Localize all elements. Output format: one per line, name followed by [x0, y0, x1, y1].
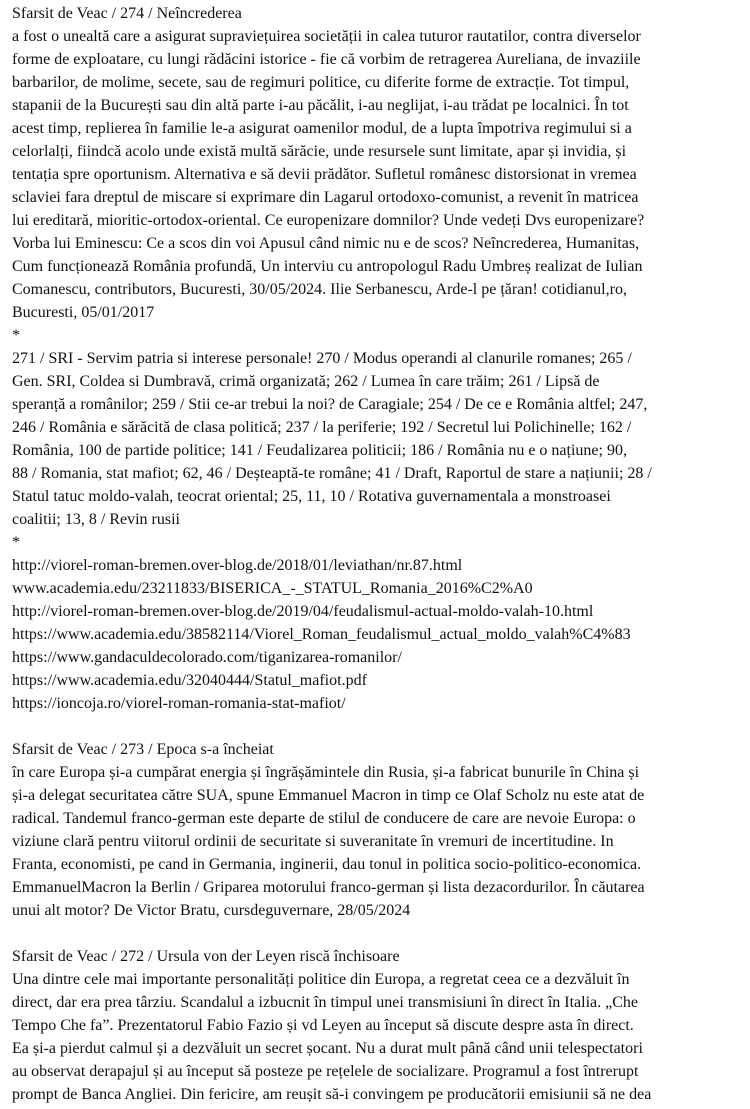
section-gap	[12, 922, 740, 945]
body-line: EmmanuelMacron la Berlin / Griparea motorului franco-german și lista dezacordurilor. În căutarea	[12, 879, 645, 896]
body-line: Bucuresti, 05/01/2017	[12, 304, 155, 321]
document	[12, 2, 740, 1106]
separator-asterisk: *	[12, 327, 20, 344]
index-line: speranță a românilor; 259 / Stii ce-ar trebui la noi? de Caragiale; 254 / De ce e România altfel; 247,	[12, 396, 648, 413]
section-gap	[12, 715, 740, 738]
index-line: 271 / SRI - Servim patria si interese personale! 270 / Modus operandi al clanurile romanes; 265 /	[12, 350, 632, 367]
separator-asterisk: *	[12, 534, 20, 551]
body-line: Vorba lui Eminescu: Ce a scos din voi Apusul când nimic nu e de scos? Neîncrederea, Humanitas,	[12, 235, 640, 252]
reference-url[interactable]: https://www.academia.edu/38582114/Viorel_Roman_feudalismul_actual_moldo_valah%C4%83	[12, 626, 631, 643]
body-line: Cum funcționează România profundă, Un interviu cu antropologul Radu Umbreș realizat de Iulian	[12, 258, 643, 275]
index-line: coalitii; 13, 8 / Revin rusii	[12, 511, 180, 528]
body-line: viziune clară pentru viitorul ordinii de securitate si suveranitate în vremuri de incertitudine. In	[12, 833, 614, 850]
reference-url[interactable]: https://ioncoja.ro/viorel-roman-romania-stat-mafiot/	[12, 695, 346, 712]
body-line: și-a delegat securitatea către SUA, spune Emmanuel Macron in timp ce Olaf Scholz nu este atat de	[12, 787, 645, 804]
article-274	[12, 2, 740, 715]
reference-url[interactable]: https://www.gandaculdecolorado.com/tiganizarea-romanilor/	[12, 649, 402, 666]
reference-url[interactable]: www.academia.edu/23211833/BISERICA_-_STATUL_Romania_2016%C2%A0	[12, 580, 533, 597]
reference-url[interactable]: http://viorel-roman-bremen.over-blog.de/2018/01/leviathan/nr.87.html	[12, 557, 463, 574]
article-heading: Sfarsit de Veac / 272 / Ursula von der Leyen riscă închisoare	[12, 948, 400, 965]
body-line: în care Europa și-a cumpărat energia și îngrășămintele din Rusia, și-a fabricat bunurile în China și	[12, 764, 640, 781]
article-heading: Sfarsit de Veac / 274 / Neîncrederea	[12, 5, 242, 22]
index-line: Gen. SRI, Coldea si Dumbravă, crimă organizată; 262 / Lumea în care trăim; 261 / Lipsă de	[12, 373, 600, 390]
article-body	[12, 25, 740, 324]
body-line: unui alt motor? De Victor Bratu, cursdeguvernare, 28/05/2024	[12, 902, 411, 919]
body-line: barbarilor, de molime, secete, sau de regimuri politice, cu diferite forme de extracție. Tot timpul,	[12, 74, 630, 91]
body-line: a fost o unealtă care a asigurat supraviețuirea societății in calea tuturor rautatilor, contra diverselor	[12, 28, 641, 45]
article-body	[12, 968, 740, 1106]
body-line: lui ereditară, mioritic-ortodox-oriental. Ce europenizare domnilor? Unde vedeți Dvs europenizare?	[12, 212, 645, 229]
index-line: 246 / România e sărăcită de clasa politică; 237 / la periferie; 192 / Secretul lui Polichinelle; 162 /	[12, 419, 632, 436]
body-line: Franta, economisti, pe cand in Germania, inginerii, dau tonul in politica socio-politico-economica.	[12, 856, 642, 873]
article-273	[12, 738, 740, 922]
index-line: 88 / Romania, stat mafiot; 62, 46 / Deșteaptă-te române; 41 / Draft, Raportul de stare a națiunii; 28 /	[12, 465, 652, 482]
body-line: direct, dar era prea târziu. Scandalul a izbucnit în timpul unei transmisiuni în direct în Italia. „Che	[12, 994, 639, 1011]
reference-url[interactable]: https://www.academia.edu/32040444/Statul_mafiot.pdf	[12, 672, 367, 689]
body-line: celorlalți, fiindcă acolo unde există multă sărăcie, unde resursele sunt limitate, apar și invidia, și	[12, 143, 627, 160]
body-line: Ea și-a pierdut calmul și a dezvăluit un secret șocant. Nu a durat mult până când unii telespectatori	[12, 1040, 643, 1057]
article-heading: Sfarsit de Veac / 273 / Epoca s-a încheiat	[12, 741, 274, 758]
body-line: Una dintre cele mai importante personalități politice din Europa, a regretat ceea ce a dezvăluit în	[12, 971, 630, 988]
body-line: acest timp, replierea în familie le-a asigurat oamenilor modul, de a lupta împotriva regimului si a	[12, 120, 632, 137]
related-index	[12, 347, 740, 531]
index-line: Statul tatuc moldo-valah, teocrat oriental; 25, 11, 10 / Rotativa guvernamentala a monstroasei	[12, 488, 611, 505]
body-line: tentația spre oportunism. Alternativa e să devii prădător. Sufletul românesc distorsionat in vremea	[12, 166, 637, 183]
body-line: sclaviei fara dreptul de miscare si exprimare din Lagarul ortodoxo-comunist, a revenit în matricea	[12, 189, 639, 206]
reference-url[interactable]: http://viorel-roman-bremen.over-blog.de/2019/04/feudalismul-actual-moldo-valah-10.html	[12, 603, 594, 620]
body-line: radical. Tandemul franco-german este departe de stilul de conducere de care are nevoie Europa: o	[12, 810, 636, 827]
article-body	[12, 761, 740, 922]
body-line: Comanescu, contributors, Bucuresti, 30/05/2024. Ilie Serbanescu, Arde-l pe țăran! cotidianul,ro,	[12, 281, 627, 298]
article-272	[12, 945, 740, 1106]
reference-links	[12, 554, 740, 715]
body-line: au observat derapajul și au început să posteze pe rețelele de socializare. Programul a fost întrerupt	[12, 1063, 639, 1080]
body-line: forme de exploatare, cu lungi rădăcini istorice - fie că vorbim de retragerea Aureliana, de invaziile	[12, 51, 641, 68]
index-line: România, 100 de partide politice; 141 / Feudalizarea politicii; 186 / România nu e o națiune; 90,	[12, 442, 627, 459]
body-line: Tempo Che fa”. Prezentatorul Fabio Fazio și vd Leyen au început să discute despre asta în direct.	[12, 1017, 634, 1034]
body-line: stapanii de la București sau din altă parte i-au păcălit, i-au neglijat, i-au trădat pe localnici. În tot	[12, 97, 629, 114]
body-line: prompt de Banca Angliei. Din fericire, am reușit să-i convingem pe producătorii emisiunii să ne dea	[12, 1086, 652, 1103]
